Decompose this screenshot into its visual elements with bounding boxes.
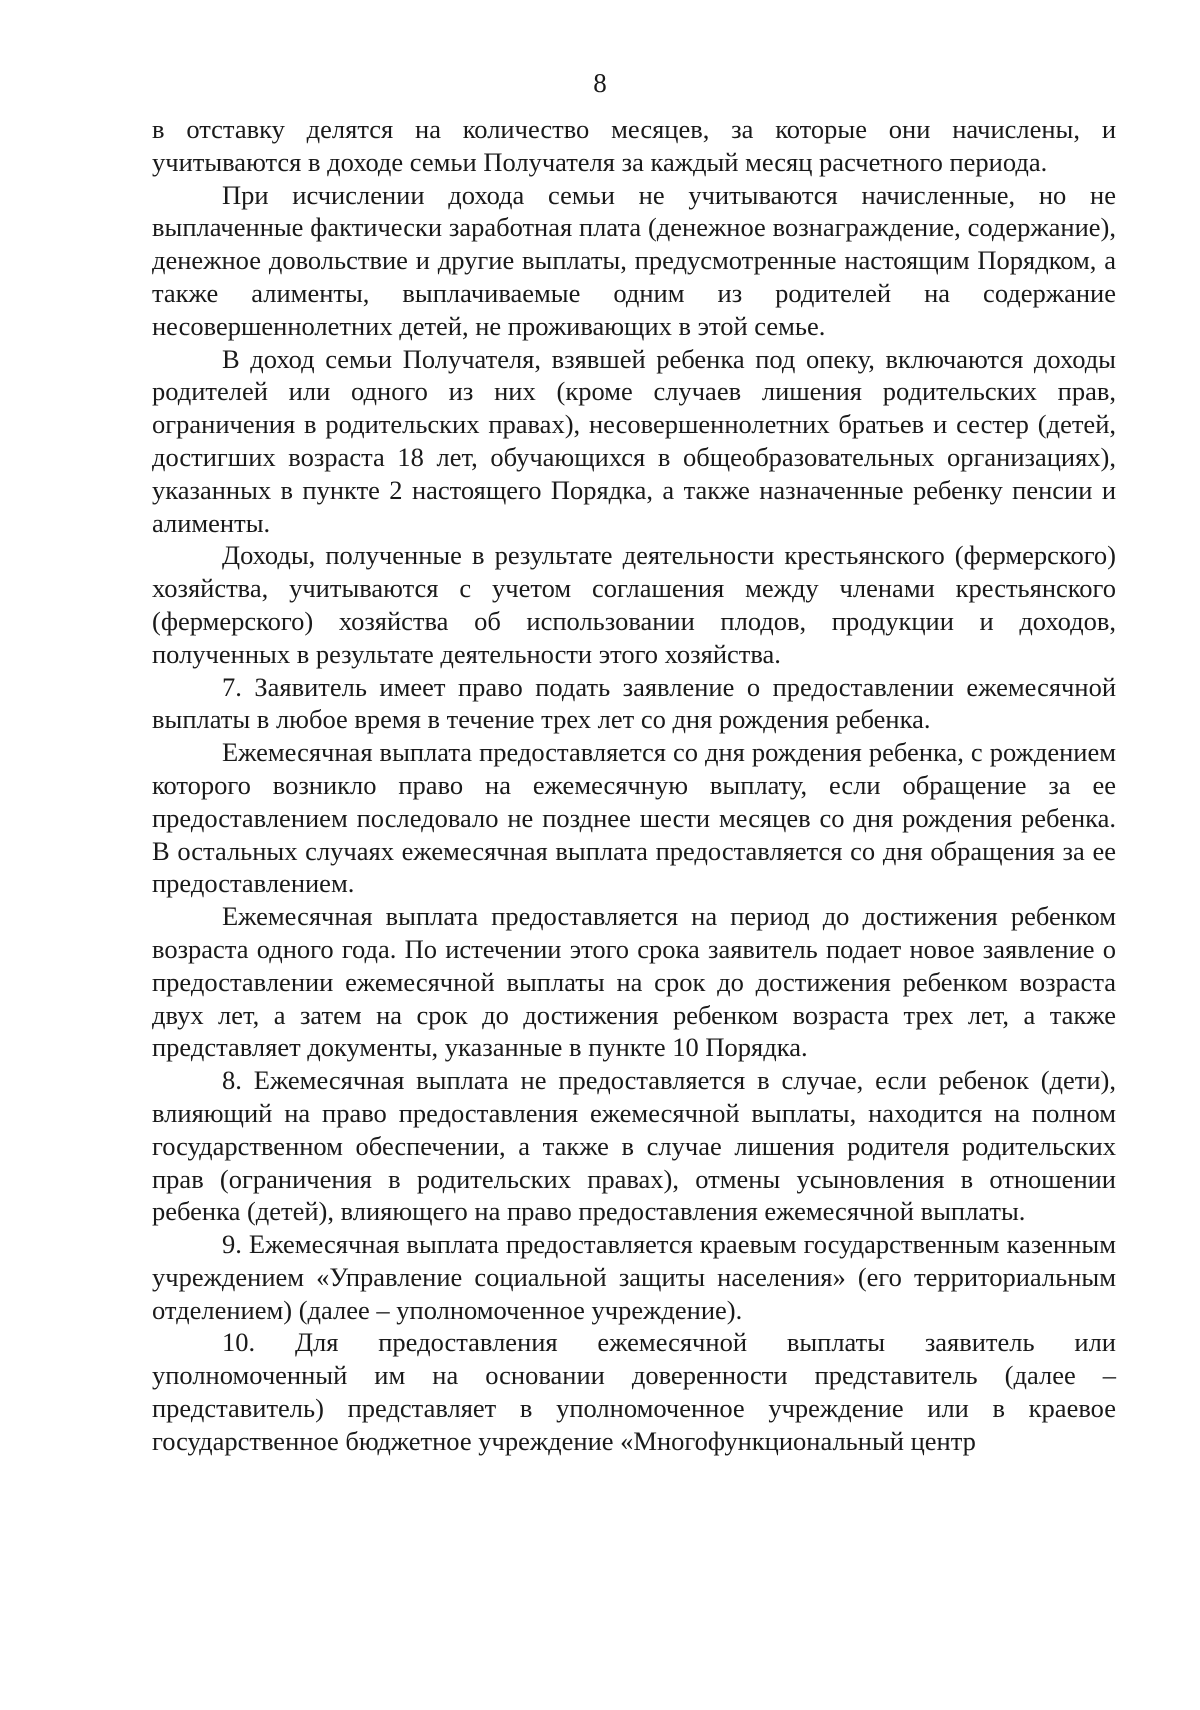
paragraph-payment-period: Ежемесячная выплата предоставляется на период до достижения ребенком возраста одного года. По истечении этого срока заявитель подает новое заявление о предоставлении ежемесячной выплаты на срок до достижения ребенком возраста двух лет, а затем на срок до достижения ребенком возраста трех лет, а также представляет документы, указанные в пункте 10 Порядка. [152,901,1116,1063]
page-number: 8 [593,68,607,98]
paragraph-item-10: 10. Для предоставления ежемесячной выплаты заявитель или уполномоченный им на основании доверенности представитель (далее – представитель) представляет в уполномоченное учреждение или в краевое государственное бюджетное учреждение «Многофункциональный центр [152,1327,1116,1456]
paragraph-income-exclusions: При исчислении дохода семьи не учитываются начисленные, но не выплаченные фактически заработная плата (денежное вознаграждение, содержание), денежное довольствие и другие выплаты, предусмотренные настоящим Порядком, а также алименты, выплачиваемые одним из родителей на содержание несовершеннолетних детей, не проживающих в этой семье. [152,179,1116,341]
paragraph-payment-start: Ежемесячная выплата предоставляется со дня рождения ребенка, с рождением которого возникло право на ежемесячную выплату, если обращение за ее предоставлением последовало не позднее шести месяцев со дня рождения ребенка. В остальных случаях ежемесячная выплата предоставляется со дня обращения за ее предоставлением. [152,737,1116,899]
paragraph-continuation: в отставку делятся на количество месяцев, за которые они начислены, и учитываются в доходе семьи Получателя за каждый месяц расчетного периода. [152,114,1116,177]
paragraph-farm-income: Доходы, полученные в результате деятельности крестьянского (фермерского) хозяйства, учитываются с учетом соглашения между членами крестьянского (фермерского) хозяйства об использовании плодов, продукции и доходов, полученных в результате деятельности этого хозяйства. [152,540,1116,669]
paragraph-item-7: 7. Заявитель имеет право подать заявление о предоставлении ежемесячной выплаты в любое время в течение трех лет со дня рождения ребенка. [152,671,1116,735]
paragraph-item-9: 9. Ежемесячная выплата предоставляется краевым государственным казенным учреждением «Управление социальной защиты населения» (его территориальным отделением) (далее – уполномоченное учреждение). [152,1229,1116,1325]
paragraph-item-8: 8. Ежемесячная выплата не предоставляется в случае, если ребенок (дети), влияющий на право предоставления ежемесячной выплаты, находится на полном государственном обеспечении, а также в случае лишения родителя родительских прав (ограничения в родительских правах), отмены усыновления в отношении ребенка (детей), влияющего на право предоставления ежемесячной выплаты. [152,1065,1116,1227]
paragraph-guardianship-income: В доход семьи Получателя, взявшей ребенка под опеку, включаются доходы родителей или одного из них (кроме случаев лишения родительских прав, ограничения в родительских правах), несовершеннолетних братьев и сестер (детей, достигших возраста 18 лет, обучающихся в общеобразовательных организациях), указанных в пункте 2 настоящего Порядка, а также назначенные ребенку пенсии и алименты. [152,343,1116,538]
document-body [152,113,1116,1458]
